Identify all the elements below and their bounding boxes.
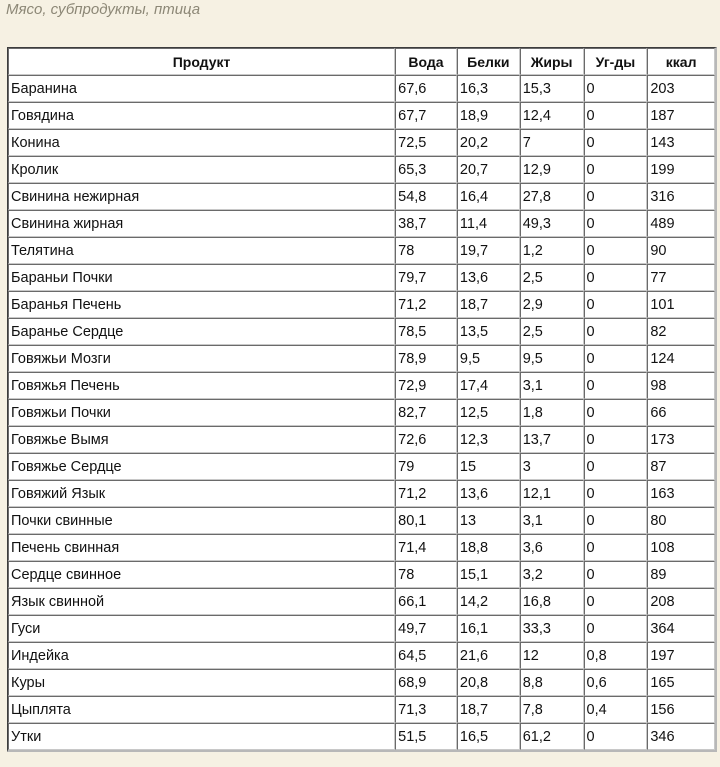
cell-fat: 3 [520, 453, 584, 480]
cell-water: 71,3 [395, 696, 457, 723]
cell-carbs: 0 [584, 399, 648, 426]
cell-fat: 49,3 [520, 210, 584, 237]
cell-water: 78,5 [395, 318, 457, 345]
cell-product: Бараньи Почки [8, 264, 395, 291]
cell-protein: 13,5 [457, 318, 520, 345]
cell-protein: 11,4 [457, 210, 520, 237]
cell-product: Говядина [8, 102, 395, 129]
table-row [8, 426, 715, 453]
section-caption: Мясо, субпродукты, птица [6, 1, 201, 18]
cell-carbs: 0 [584, 210, 648, 237]
cell-kcal: 364 [647, 615, 715, 642]
column-header-product: Продукт [8, 48, 395, 75]
cell-fat: 3,6 [520, 534, 584, 561]
cell-product: Свинина нежирная [8, 183, 395, 210]
cell-kcal: 80 [647, 507, 715, 534]
cell-fat: 3,1 [520, 507, 584, 534]
column-header-fat: Жиры [520, 48, 584, 75]
cell-kcal: 173 [647, 426, 715, 453]
cell-fat: 15,3 [520, 75, 584, 102]
cell-water: 82,7 [395, 399, 457, 426]
cell-fat: 7,8 [520, 696, 584, 723]
cell-protein: 17,4 [457, 372, 520, 399]
table-row [8, 75, 715, 102]
cell-kcal: 199 [647, 156, 715, 183]
cell-protein: 21,6 [457, 642, 520, 669]
cell-water: 72,9 [395, 372, 457, 399]
cell-fat: 1,8 [520, 399, 584, 426]
cell-water: 49,7 [395, 615, 457, 642]
cell-kcal: 77 [647, 264, 715, 291]
cell-fat: 12,1 [520, 480, 584, 507]
table-row [8, 156, 715, 183]
cell-carbs: 0 [584, 507, 648, 534]
cell-product: Конина [8, 129, 395, 156]
table-row [8, 507, 715, 534]
cell-protein: 18,7 [457, 291, 520, 318]
cell-fat: 33,3 [520, 615, 584, 642]
cell-fat: 3,1 [520, 372, 584, 399]
column-header-protein: Белки [457, 48, 520, 75]
cell-fat: 13,7 [520, 426, 584, 453]
cell-fat: 16,8 [520, 588, 584, 615]
cell-kcal: 163 [647, 480, 715, 507]
cell-kcal: 108 [647, 534, 715, 561]
cell-fat: 1,2 [520, 237, 584, 264]
cell-fat: 27,8 [520, 183, 584, 210]
cell-product: Баранье Сердце [8, 318, 395, 345]
table-row [8, 696, 715, 723]
cell-carbs: 0,6 [584, 669, 648, 696]
cell-water: 72,5 [395, 129, 457, 156]
cell-carbs: 0 [584, 345, 648, 372]
table-row [8, 318, 715, 345]
column-header-kcal: ккал [647, 48, 715, 75]
table-row [8, 534, 715, 561]
cell-protein: 16,1 [457, 615, 520, 642]
cell-product: Баранина [8, 75, 395, 102]
cell-kcal: 208 [647, 588, 715, 615]
cell-product: Цыплята [8, 696, 395, 723]
cell-kcal: 66 [647, 399, 715, 426]
cell-kcal: 143 [647, 129, 715, 156]
cell-carbs: 0 [584, 561, 648, 588]
cell-water: 72,6 [395, 426, 457, 453]
cell-protein: 18,8 [457, 534, 520, 561]
table-header-row [8, 48, 715, 75]
cell-kcal: 346 [647, 723, 715, 750]
cell-carbs: 0 [584, 723, 648, 750]
table-row [8, 399, 715, 426]
cell-protein: 12,3 [457, 426, 520, 453]
cell-carbs: 0 [584, 264, 648, 291]
column-header-carbs: Уг-ды [584, 48, 648, 75]
cell-carbs: 0 [584, 426, 648, 453]
cell-protein: 9,5 [457, 345, 520, 372]
cell-fat: 8,8 [520, 669, 584, 696]
cell-kcal: 165 [647, 669, 715, 696]
cell-protein: 15,1 [457, 561, 520, 588]
cell-product: Индейка [8, 642, 395, 669]
cell-fat: 2,5 [520, 318, 584, 345]
cell-water: 78 [395, 237, 457, 264]
table-body [8, 75, 715, 750]
table-row [8, 453, 715, 480]
table-row [8, 129, 715, 156]
cell-protein: 19,7 [457, 237, 520, 264]
table-row [8, 264, 715, 291]
cell-product: Гуси [8, 615, 395, 642]
cell-protein: 16,5 [457, 723, 520, 750]
table-row [8, 480, 715, 507]
cell-fat: 61,2 [520, 723, 584, 750]
cell-water: 79 [395, 453, 457, 480]
cell-water: 80,1 [395, 507, 457, 534]
cell-product: Телятина [8, 237, 395, 264]
cell-product: Говяжье Вымя [8, 426, 395, 453]
cell-protein: 20,8 [457, 669, 520, 696]
cell-protein: 13,6 [457, 480, 520, 507]
cell-carbs: 0 [584, 183, 648, 210]
cell-protein: 18,9 [457, 102, 520, 129]
cell-protein: 13,6 [457, 264, 520, 291]
cell-protein: 20,7 [457, 156, 520, 183]
cell-water: 71,2 [395, 480, 457, 507]
table-row [8, 102, 715, 129]
table-row [8, 669, 715, 696]
cell-water: 67,7 [395, 102, 457, 129]
cell-water: 38,7 [395, 210, 457, 237]
cell-water: 64,5 [395, 642, 457, 669]
cell-kcal: 197 [647, 642, 715, 669]
cell-fat: 12,4 [520, 102, 584, 129]
cell-protein: 15 [457, 453, 520, 480]
cell-carbs: 0 [584, 534, 648, 561]
cell-water: 67,6 [395, 75, 457, 102]
cell-product: Почки свинные [8, 507, 395, 534]
cell-carbs: 0 [584, 453, 648, 480]
table-row [8, 291, 715, 318]
cell-carbs: 0 [584, 156, 648, 183]
cell-carbs: 0 [584, 615, 648, 642]
table-row [8, 210, 715, 237]
cell-carbs: 0 [584, 75, 648, 102]
cell-fat: 12,9 [520, 156, 584, 183]
cell-product: Кролик [8, 156, 395, 183]
table-row [8, 561, 715, 588]
cell-kcal: 89 [647, 561, 715, 588]
cell-carbs: 0 [584, 129, 648, 156]
cell-kcal: 124 [647, 345, 715, 372]
table-row [8, 642, 715, 669]
cell-product: Печень свинная [8, 534, 395, 561]
cell-product: Говяжье Сердце [8, 453, 395, 480]
cell-carbs: 0 [584, 480, 648, 507]
table-row [8, 183, 715, 210]
cell-fat: 9,5 [520, 345, 584, 372]
cell-kcal: 316 [647, 183, 715, 210]
cell-kcal: 82 [647, 318, 715, 345]
cell-carbs: 0 [584, 102, 648, 129]
cell-fat: 7 [520, 129, 584, 156]
cell-protein: 16,4 [457, 183, 520, 210]
cell-product: Сердце свинное [8, 561, 395, 588]
cell-product: Говяжьи Мозги [8, 345, 395, 372]
cell-product: Баранья Печень [8, 291, 395, 318]
cell-water: 65,3 [395, 156, 457, 183]
column-header-water: Вода [395, 48, 457, 75]
cell-water: 79,7 [395, 264, 457, 291]
table-row [8, 723, 715, 750]
cell-protein: 14,2 [457, 588, 520, 615]
cell-kcal: 90 [647, 237, 715, 264]
cell-water: 78,9 [395, 345, 457, 372]
cell-water: 78 [395, 561, 457, 588]
cell-carbs: 0 [584, 237, 648, 264]
cell-kcal: 187 [647, 102, 715, 129]
cell-water: 66,1 [395, 588, 457, 615]
cell-product: Утки [8, 723, 395, 750]
cell-water: 71,4 [395, 534, 457, 561]
cell-kcal: 101 [647, 291, 715, 318]
cell-product: Язык свинной [8, 588, 395, 615]
cell-carbs: 0,8 [584, 642, 648, 669]
cell-protein: 12,5 [457, 399, 520, 426]
cell-water: 71,2 [395, 291, 457, 318]
cell-fat: 2,9 [520, 291, 584, 318]
nutrition-table [7, 47, 717, 752]
cell-product: Куры [8, 669, 395, 696]
cell-product: Свинина жирная [8, 210, 395, 237]
cell-water: 51,5 [395, 723, 457, 750]
cell-water: 54,8 [395, 183, 457, 210]
cell-fat: 2,5 [520, 264, 584, 291]
cell-water: 68,9 [395, 669, 457, 696]
cell-carbs: 0,4 [584, 696, 648, 723]
cell-kcal: 98 [647, 372, 715, 399]
cell-kcal: 87 [647, 453, 715, 480]
table-row [8, 615, 715, 642]
table-row [8, 237, 715, 264]
cell-protein: 16,3 [457, 75, 520, 102]
cell-protein: 13 [457, 507, 520, 534]
cell-product: Говяжья Печень [8, 372, 395, 399]
cell-carbs: 0 [584, 318, 648, 345]
cell-kcal: 203 [647, 75, 715, 102]
cell-protein: 18,7 [457, 696, 520, 723]
cell-kcal: 156 [647, 696, 715, 723]
cell-fat: 3,2 [520, 561, 584, 588]
table-row [8, 345, 715, 372]
table-row [8, 372, 715, 399]
cell-fat: 12 [520, 642, 584, 669]
cell-carbs: 0 [584, 372, 648, 399]
table-row [8, 588, 715, 615]
cell-carbs: 0 [584, 291, 648, 318]
cell-product: Говяжий Язык [8, 480, 395, 507]
cell-protein: 20,2 [457, 129, 520, 156]
cell-kcal: 489 [647, 210, 715, 237]
cell-carbs: 0 [584, 588, 648, 615]
cell-product: Говяжьи Почки [8, 399, 395, 426]
